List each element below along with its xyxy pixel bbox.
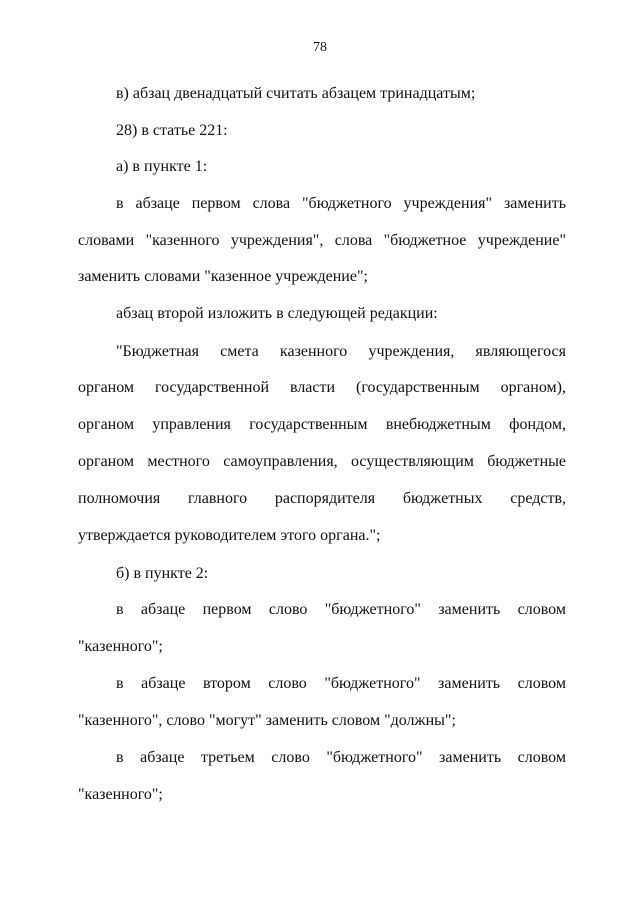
text-line: б) в пункте 2: [116,565,209,582]
text-line: а) в пункте 1: [116,158,208,175]
text-line: "Бюджетная смета казенного учреждения, являющегося [116,343,566,360]
text-line: в) абзац двенадцатый считать абзацем тринадцатым; [116,85,476,102]
text-line: 28) в статье 221: [116,122,228,139]
text-line: абзац второй изложить в следующей редакции: [116,305,438,322]
text-line: заменить словами "казенное учреждение"; [78,268,368,285]
text-line: в абзаце первом слова "бюджетного учреждения" заменить [116,195,566,212]
text-line: органом государственной власти (государственным органом), [78,379,566,396]
text-line: в абзаце третьем слово "бюджетного" заменить словом [116,749,566,766]
text-line: полномочия главного распорядителя бюджетных средств, [78,490,566,507]
page-number: 78 [313,40,327,55]
text-line: органом управления государственным внебюджетным фондом, [78,416,566,433]
text-line: "казенного", слово "могут" заменить словом "должны"; [78,712,456,729]
text-line: в абзаце первом слово "бюджетного" заменить словом [116,601,566,618]
text-line: органом местного самоуправления, осуществляющим бюджетные [78,453,566,470]
text-line: в абзаце втором слово "бюджетного" заменить словом [116,675,566,692]
text-line: словами "казенного учреждения", слова "бюджетное учреждение" [78,232,566,249]
text-line: "казенного"; [78,786,163,803]
text-line: утверждается руководителем этого органа."; [78,527,381,544]
text-line: "казенного"; [78,638,163,655]
